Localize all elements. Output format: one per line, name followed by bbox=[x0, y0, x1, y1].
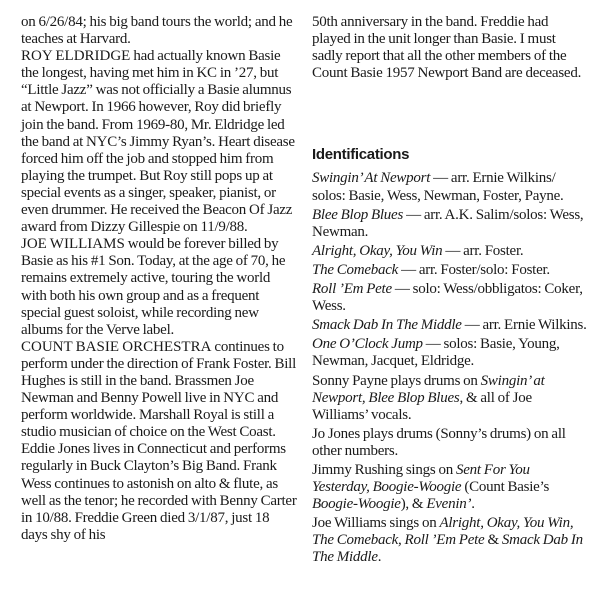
count-basie-orchestra-paragraph bbox=[21, 339, 298, 544]
count-basie-orchestra-text: continues to perform under the direction of Frank Foster. Bill Hughes is still in the band. Brassmen Joe Newman and Benny Powell live in NYC and perform worldwide. Marshall Royal is still a studio musician of choice on the West Coast. Eddie Jones lives in Connecticut and performs regularly in Buck Clayton’s Big Band. Frank Wess continues to astonish on alto & flute, as well as the tenor; he recorded with Benny Carter in 10/88. Freddie Green died 3/1/87, just 18 days shy of his bbox=[21, 338, 297, 543]
note-titles: Smack Dab In The Middle bbox=[312, 532, 583, 566]
track-credits: — arr. Ernie Wilkins. bbox=[461, 317, 587, 334]
note-titles: Boogie-Woogie bbox=[312, 496, 401, 513]
section-spacer bbox=[312, 82, 588, 146]
note-text: ), & bbox=[400, 496, 427, 513]
jo-jones-note: Jo Jones plays drums (Sonny’s drums) on all other numbers. bbox=[312, 425, 566, 459]
note-text: . bbox=[471, 496, 475, 513]
note-text: Sonny Payne plays drums on bbox=[312, 372, 481, 389]
identification-entry bbox=[312, 336, 588, 370]
identification-entry bbox=[312, 243, 588, 260]
note-text: (Count Basie’s bbox=[461, 479, 550, 496]
joe-williams-note bbox=[312, 515, 588, 566]
joe-williams-paragraph bbox=[21, 236, 298, 339]
track-credits: — solo: Wess/obbligatos: Coker, Wess. bbox=[312, 281, 583, 315]
note-text: , & all of Joe Williams’ vocals. bbox=[312, 389, 532, 423]
track-title: The Comeback bbox=[312, 261, 399, 278]
identification-entry bbox=[312, 281, 588, 315]
identification-entry bbox=[312, 262, 588, 279]
track-credits: — arr. Ernie Wilkins/ solos: Basie, Wess, Newman, Foster, Payne. bbox=[312, 170, 564, 204]
note-text: & bbox=[484, 532, 502, 549]
continuation-paragraph: 50th anniversary in the band. Freddie had played in the unit longer than Basie. I must sadly report that all the other members of the Count Basie 1957 Newport Band are deceased. bbox=[312, 14, 582, 82]
track-credits: — arr. A.K. Salim/solos: Wess, Newman. bbox=[312, 206, 584, 240]
count-basie-orchestra-name: COUNT BASIE ORCHESTRA bbox=[21, 338, 212, 355]
track-title: One O’Clock Jump bbox=[312, 336, 423, 353]
track-credits: — arr. Foster. bbox=[442, 242, 524, 259]
jimmy-rushing-note bbox=[312, 462, 588, 513]
joe-williams-name: JOE WILLIAMS bbox=[21, 236, 125, 253]
roy-eldridge-paragraph bbox=[21, 48, 298, 236]
track-title: Alright, Okay, You Win bbox=[312, 242, 443, 259]
roy-eldridge-name: ROY ELDRIDGE bbox=[21, 48, 131, 65]
track-credits: — solos: Basie, Young, Newman, Jacquet, Eldridge. bbox=[312, 336, 560, 370]
track-credits: — arr. Foster/solo: Foster. bbox=[398, 261, 550, 278]
right-column bbox=[312, 14, 588, 569]
identification-entry bbox=[312, 170, 588, 204]
track-title: Roll ’Em Pete bbox=[312, 281, 392, 298]
note-text: Jimmy Rushing sings on bbox=[312, 461, 456, 478]
roy-eldridge-text: had actually known Basie the longest, having met him in KC in ’27, but “Little Jazz” was not officially a Basie alumnus at Newport. In 1966 however, Roy did briefly join the band. From 1969-80, Mr. Eldridge led the band at NYC’s Jimmy Ryan’s. Heart disease forced him off the job and stopped him from playing the trumpet. But Roy still pops up at special events as a singer, speaker, pianist, or even drummer. He received the Beacon Of Jazz award from Dizzy Gillespie on 11/9/88. bbox=[21, 48, 295, 236]
note-titles: Swingin’ at Newport, Blee Blop Blues bbox=[312, 372, 545, 406]
note-titles: Sent For You Yesterday, Boogie-Woogie bbox=[312, 461, 530, 496]
identifications-heading: Identifications bbox=[312, 146, 410, 164]
identification-entry bbox=[312, 207, 588, 241]
identification-entry bbox=[312, 317, 588, 334]
joe-williams-text: would be forever billed by Basie as his #1 Son. Today, at the age of 70, he remains extremely active, touring the world with both his own group and as a frequent special guest soloist, while recording new albums for the Verve label. bbox=[21, 236, 286, 338]
note-text: Joe Williams sings on bbox=[312, 515, 440, 532]
note-titles: Evenin’ bbox=[426, 496, 472, 513]
intro-paragraph: on 6/26/84; his big band tours the world; and he teaches at Harvard. bbox=[21, 14, 293, 48]
track-title: Swingin’ At Newport bbox=[312, 170, 431, 187]
sonny-payne-note bbox=[312, 373, 588, 424]
track-title: Smack Dab In The Middle bbox=[312, 317, 462, 334]
track-title: Blee Blop Blues bbox=[312, 206, 404, 223]
note-titles: Alright, Okay, You Win, The Comeback, Roll ’Em Pete bbox=[312, 515, 574, 549]
left-column bbox=[21, 14, 298, 544]
note-text: . bbox=[377, 549, 382, 566]
